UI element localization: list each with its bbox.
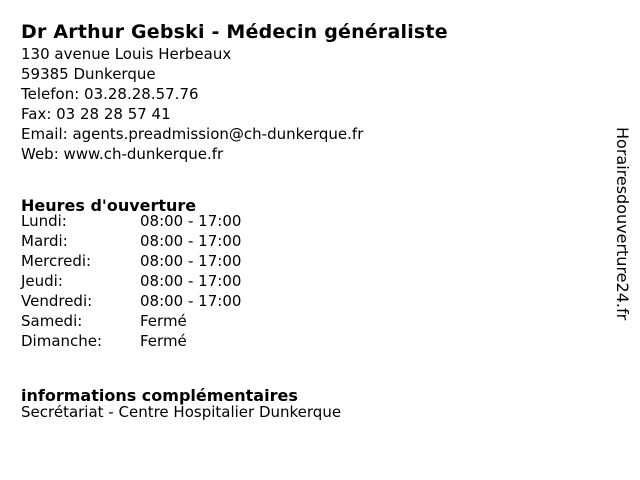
phone-line: Telefon: 03.28.28.57.76	[21, 85, 199, 103]
contact-block	[21, 44, 363, 164]
address-street: 130 avenue Louis Herbeaux	[21, 45, 232, 63]
additional-info-text: Secrétariat - Centre Hospitalier Dunkerque	[21, 403, 342, 421]
hours-row-monday	[21, 211, 241, 231]
hours-row-friday	[21, 291, 241, 311]
day-label: Dimanche:	[21, 332, 103, 350]
day-label: Jeudi:	[21, 272, 63, 290]
day-label: Samedi:	[21, 312, 83, 330]
day-label: Mercredi:	[21, 252, 92, 270]
hours-value: Fermé	[140, 312, 187, 330]
day-label: Vendredi:	[21, 292, 93, 310]
hours-row-tuesday	[21, 231, 241, 251]
opening-hours-heading: Heures d'ouverture	[21, 196, 197, 216]
address-city: 59385 Dunkerque	[21, 65, 156, 83]
hours-value: 08:00 - 17:00	[140, 232, 242, 250]
hours-value: Fermé	[140, 332, 187, 350]
day-label: Lundi:	[21, 212, 67, 230]
fax-line: Fax: 03 28 28 57 41	[21, 105, 171, 123]
email-line: Email: agents.preadmission@ch-dunkerque.fr	[21, 125, 364, 143]
hours-value: 08:00 - 17:00	[140, 212, 242, 230]
page-title: Dr Arthur Gebski - Médecin généraliste	[21, 20, 448, 43]
hours-row-thursday	[21, 271, 241, 291]
site-branding-vertical: Horairesdouverture24.fr	[613, 127, 632, 321]
hours-value: 08:00 - 17:00	[140, 272, 242, 290]
additional-info-heading: informations complémentaires	[21, 386, 298, 406]
hours-value: 08:00 - 17:00	[140, 252, 242, 270]
web-line: Web: www.ch-dunkerque.fr	[21, 145, 224, 163]
hours-row-sunday	[21, 331, 241, 351]
hours-row-wednesday	[21, 251, 241, 271]
hours-row-saturday	[21, 311, 241, 331]
hours-value: 08:00 - 17:00	[140, 292, 242, 310]
opening-hours-table	[21, 211, 241, 351]
day-label: Mardi:	[21, 232, 68, 250]
